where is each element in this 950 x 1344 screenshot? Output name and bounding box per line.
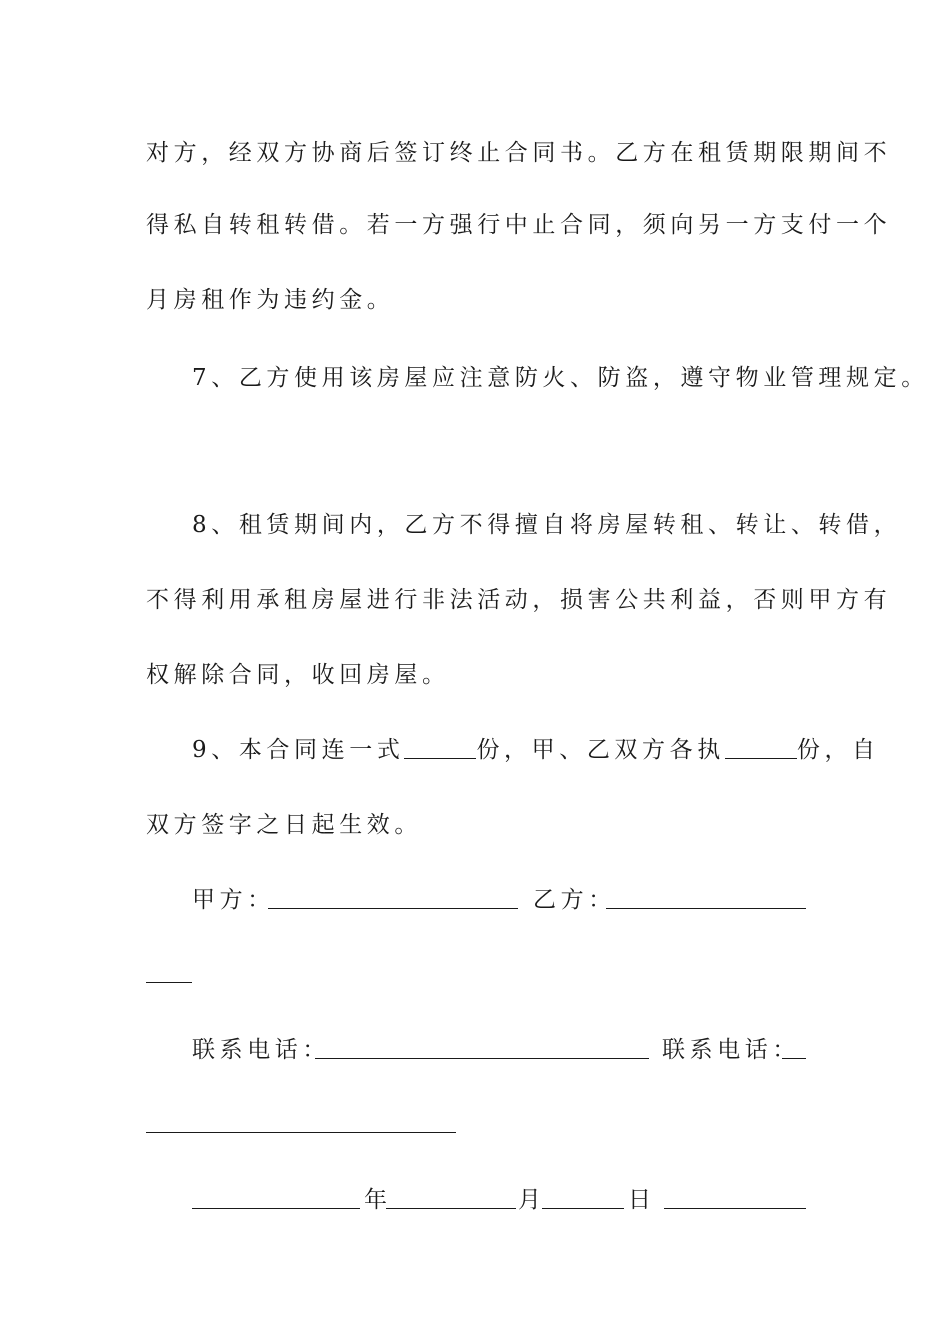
- paragraph-8-line-1: 8、租赁期间内，乙方不得擅自将房屋转租、转让、转借，: [192, 512, 902, 538]
- paragraph-9-text-3: 份，自: [796, 737, 880, 763]
- second-date-blank[interactable]: [664, 1208, 806, 1209]
- paragraph-9-line-1: [192, 735, 880, 765]
- paragraph-9-line-2: 双方签字之日起生效。: [146, 812, 422, 838]
- party-a-signature-line[interactable]: [268, 908, 518, 909]
- phone-a-line[interactable]: [315, 1058, 649, 1059]
- phone-b-label: 联系电话：: [662, 1037, 800, 1063]
- paragraph-9-text-2: 份，甲、乙双方各执: [476, 737, 725, 763]
- year-label: 年: [364, 1187, 392, 1213]
- month-blank[interactable]: [386, 1208, 516, 1209]
- paragraph-6-line-1: 对方，经双方协商后签订终止合同书。乙方在租赁期限期间不: [146, 140, 892, 166]
- phone-a-label: 联系电话：: [192, 1037, 330, 1063]
- copies-each-blank[interactable]: [725, 736, 797, 759]
- phone-b-line[interactable]: [782, 1058, 806, 1059]
- party-b-signature-line[interactable]: [606, 908, 806, 909]
- copies-total-blank[interactable]: [404, 736, 476, 759]
- day-blank[interactable]: [542, 1208, 624, 1209]
- year-blank[interactable]: [192, 1208, 360, 1209]
- party-b-label: 乙方：: [533, 887, 616, 913]
- paragraph-6-line-2: 得私自转租转借。若一方强行中止合同，须向另一方支付一个: [146, 212, 892, 238]
- party-a-label: 甲方：: [192, 887, 275, 913]
- paragraph-7: 7、乙方使用该房屋应注意防火、防盗，遵守物业管理规定。: [192, 365, 929, 391]
- paragraph-9-text-1: 9、本合同连一式: [192, 737, 405, 763]
- party-b-signature-line-continued[interactable]: [146, 982, 192, 983]
- month-label: 月: [518, 1187, 546, 1213]
- paragraph-6-line-3: 月房租作为违约金。: [146, 287, 395, 313]
- day-label: 日: [628, 1187, 656, 1213]
- paragraph-8-line-3: 权解除合同，收回房屋。: [146, 662, 450, 688]
- paragraph-8-line-2: 不得利用承租房屋进行非法活动，损害公共利益，否则甲方有: [146, 587, 892, 613]
- phone-b-line-continued[interactable]: [146, 1132, 456, 1133]
